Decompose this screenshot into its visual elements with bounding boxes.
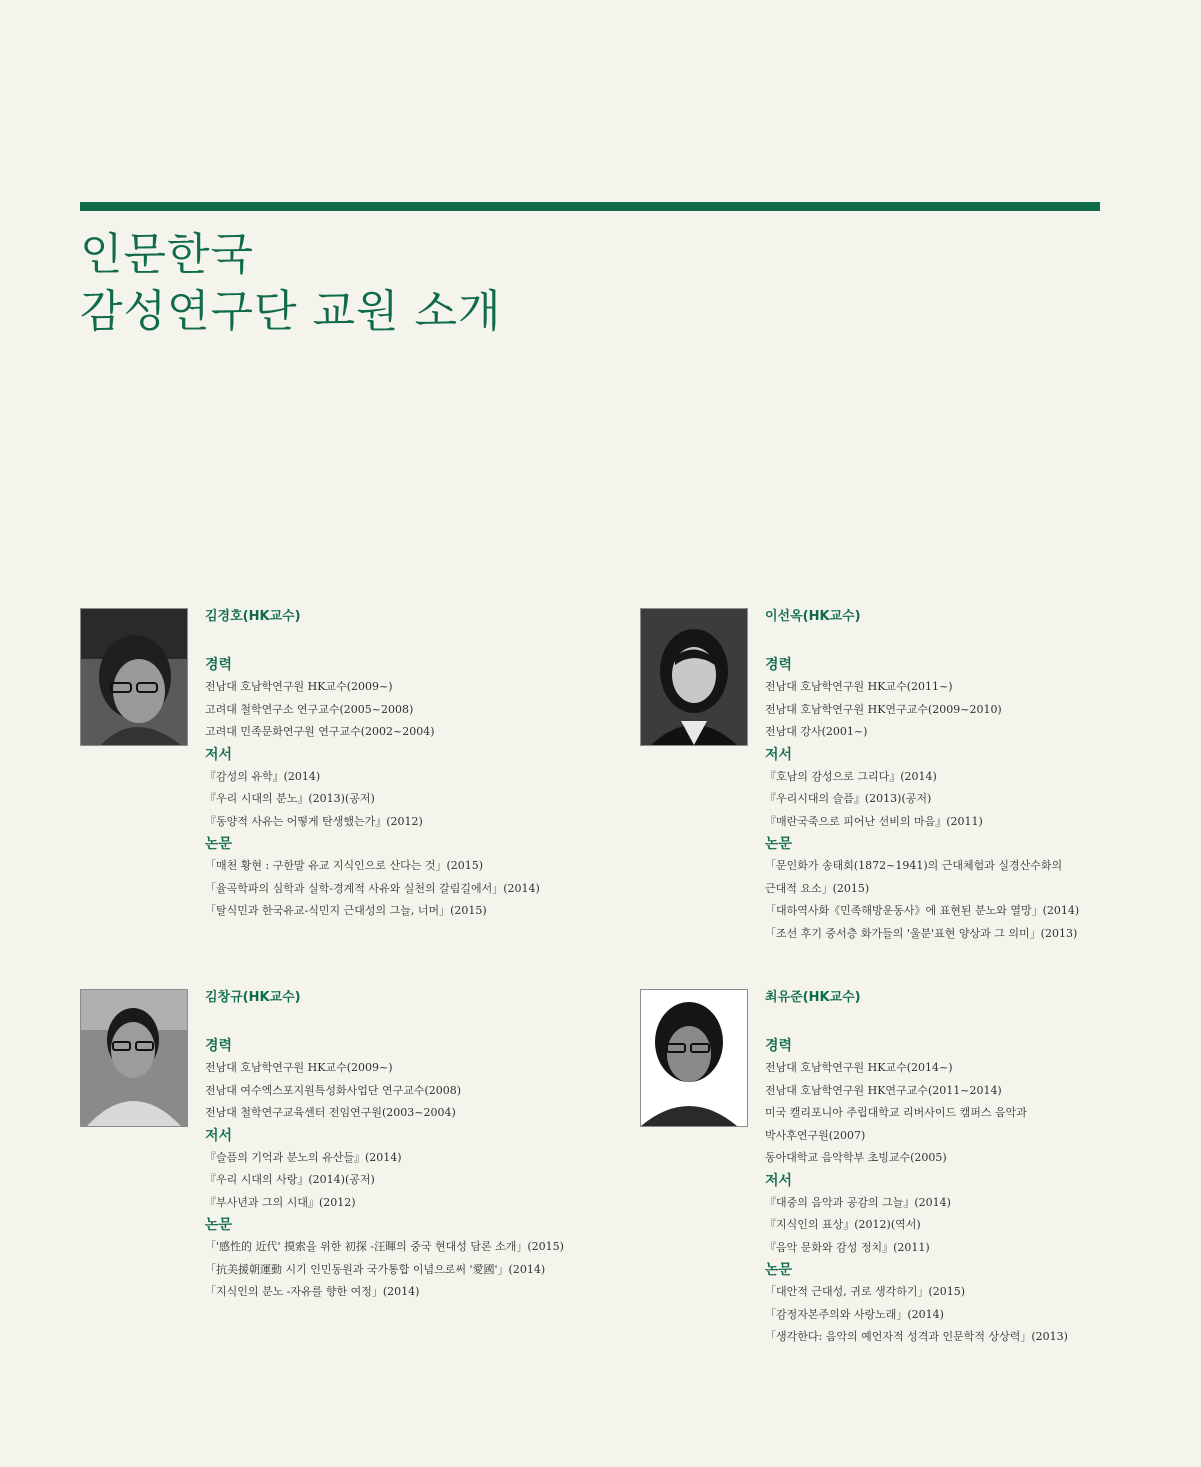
faculty-name: 김경호(HK교수) bbox=[205, 609, 301, 624]
papers-heading: 논문 bbox=[765, 1262, 793, 1278]
paper-item: 「문인화가 송태회(1872~1941)의 근대체험과 실경산수화의 bbox=[765, 859, 1063, 872]
page-title-line-2: 감성연구단 교원 소개 bbox=[80, 286, 502, 337]
paper-item: 「매천 황현 : 구한말 유교 지식인으로 산다는 것」(2015) bbox=[205, 859, 484, 872]
book-item: 『감성의 유학』(2014) bbox=[205, 769, 321, 783]
faculty-name: 이선옥(HK교수) bbox=[765, 609, 861, 624]
portrait-image bbox=[81, 990, 187, 1126]
career-item: 전남대 호남학연구원 HK교수(2009~) bbox=[205, 1061, 393, 1074]
faculty-photo bbox=[640, 608, 748, 746]
career-item: 고려대 민족문화연구원 연구교수(2002~2004) bbox=[205, 725, 435, 738]
career-heading: 경력 bbox=[765, 657, 793, 673]
paper-item: 「탈식민과 한국유교-식민지 근대성의 그늘, 너머」(2015) bbox=[205, 904, 487, 917]
book-item: 『동양적 사유는 어떻게 탄생했는가』(2012) bbox=[205, 814, 423, 828]
portrait-image bbox=[641, 609, 747, 745]
paper-item: 근대적 요소」(2015) bbox=[765, 881, 870, 895]
career-item: 전남대 호남학연구원 HK교수(2011~) bbox=[765, 680, 953, 693]
faculty-name: 김창규(HK교수) bbox=[205, 990, 301, 1005]
faculty-name: 최유준(HK교수) bbox=[765, 990, 861, 1005]
books-heading: 저서 bbox=[765, 1172, 793, 1189]
faculty-photo bbox=[80, 989, 188, 1127]
faculty-photo bbox=[640, 989, 748, 1127]
portrait-image bbox=[81, 609, 187, 745]
career-item: 박사후연구원(2007) bbox=[765, 1128, 866, 1142]
book-item: 『매란국죽으로 피어난 선비의 마음』(2011) bbox=[765, 814, 983, 828]
career-item: 전남대 철학연구교육센터 전임연구원(2003~2004) bbox=[205, 1106, 456, 1119]
career-heading: 경력 bbox=[205, 1038, 233, 1054]
career-heading: 경력 bbox=[205, 657, 233, 673]
book-item: 『우리시대의 슬픔』(2013)(공저) bbox=[765, 792, 932, 805]
career-item: 전남대 강사(2001~) bbox=[765, 725, 868, 738]
book-item: 『지식인의 표상』(2012)(역서) bbox=[765, 1218, 921, 1231]
books-heading: 저서 bbox=[765, 746, 793, 763]
career-item: 전남대 호남학연구원 HK연구교수(2009~2010) bbox=[765, 702, 1002, 716]
portrait-image bbox=[641, 990, 747, 1126]
book-item: 『부사년과 그의 시대』(2012) bbox=[205, 1195, 356, 1209]
paper-item: 「抗美援朝運動 시기 인민동원과 국가통합 이념으로써 '愛國'」(2014) bbox=[205, 1262, 546, 1276]
book-item: 『우리 시대의 분노』(2013)(공저) bbox=[205, 792, 375, 805]
page-title-line-1: 인문한국 bbox=[80, 229, 255, 280]
book-item: 『대중의 음악과 공감의 그늘』(2014) bbox=[765, 1195, 951, 1209]
paper-item: 「감정자본주의와 사랑노래」(2014) bbox=[765, 1307, 944, 1321]
book-item: 『음악 문화와 감성 정치』(2011) bbox=[765, 1240, 930, 1254]
faculty-photo bbox=[80, 608, 188, 746]
paper-item: 「지식인의 분노 -자유를 향한 여정」(2014) bbox=[205, 1285, 420, 1298]
books-heading: 저서 bbox=[205, 746, 233, 763]
career-item: 미국 캘리포니아 주립대학교 리버사이드 캠퍼스 음악과 bbox=[765, 1106, 1027, 1119]
papers-heading: 논문 bbox=[765, 836, 793, 852]
career-item: 전남대 호남학연구원 HK연구교수(2011~2014) bbox=[765, 1083, 1002, 1097]
book-item: 『슬픔의 기억과 분노의 유산들』(2014) bbox=[205, 1150, 402, 1164]
career-item: 동아대학교 음악학부 초빙교수(2005) bbox=[765, 1151, 947, 1164]
books-heading: 저서 bbox=[205, 1127, 233, 1144]
career-item: 전남대 여수엑스포지원특성화사업단 연구교수(2008) bbox=[205, 1083, 462, 1097]
paper-item: 「대안적 근대성, 귀로 생각하기」(2015) bbox=[765, 1285, 966, 1298]
career-heading: 경력 bbox=[765, 1038, 793, 1054]
career-item: 고려대 철학연구소 연구교수(2005~2008) bbox=[205, 702, 414, 716]
book-item: 『우리 시대의 사랑』(2014)(공저) bbox=[205, 1173, 375, 1186]
papers-heading: 논문 bbox=[205, 1217, 233, 1233]
career-item: 전남대 호남학연구원 HK교수(2014~) bbox=[765, 1061, 953, 1074]
page-title bbox=[80, 226, 502, 340]
career-item: 전남대 호남학연구원 HK교수(2009~) bbox=[205, 680, 393, 693]
papers-heading: 논문 bbox=[205, 836, 233, 852]
book-item: 『호남의 감성으로 그리다』(2014) bbox=[765, 769, 937, 783]
paper-item: 「율곡학파의 심학과 실학-경계적 사유와 실천의 갈림길에서」(2014) bbox=[205, 881, 540, 895]
paper-item: 「대하역사화《민족해방운동사》에 표현된 분노와 열망」(2014) bbox=[765, 904, 1080, 917]
header-rule bbox=[80, 202, 1100, 211]
paper-item: 「조선 후기 중서층 화가들의 '울분'표현 양상과 그 의미」(2013) bbox=[765, 926, 1078, 940]
paper-item: 「'感性的 近代' 摸索을 위한 初探 -汪暉의 중국 현대성 담론 소개」(2015) bbox=[205, 1240, 564, 1253]
paper-item: 「생각한다: 음악의 예언자적 성격과 인문학적 상상력」(2013) bbox=[765, 1330, 1068, 1343]
